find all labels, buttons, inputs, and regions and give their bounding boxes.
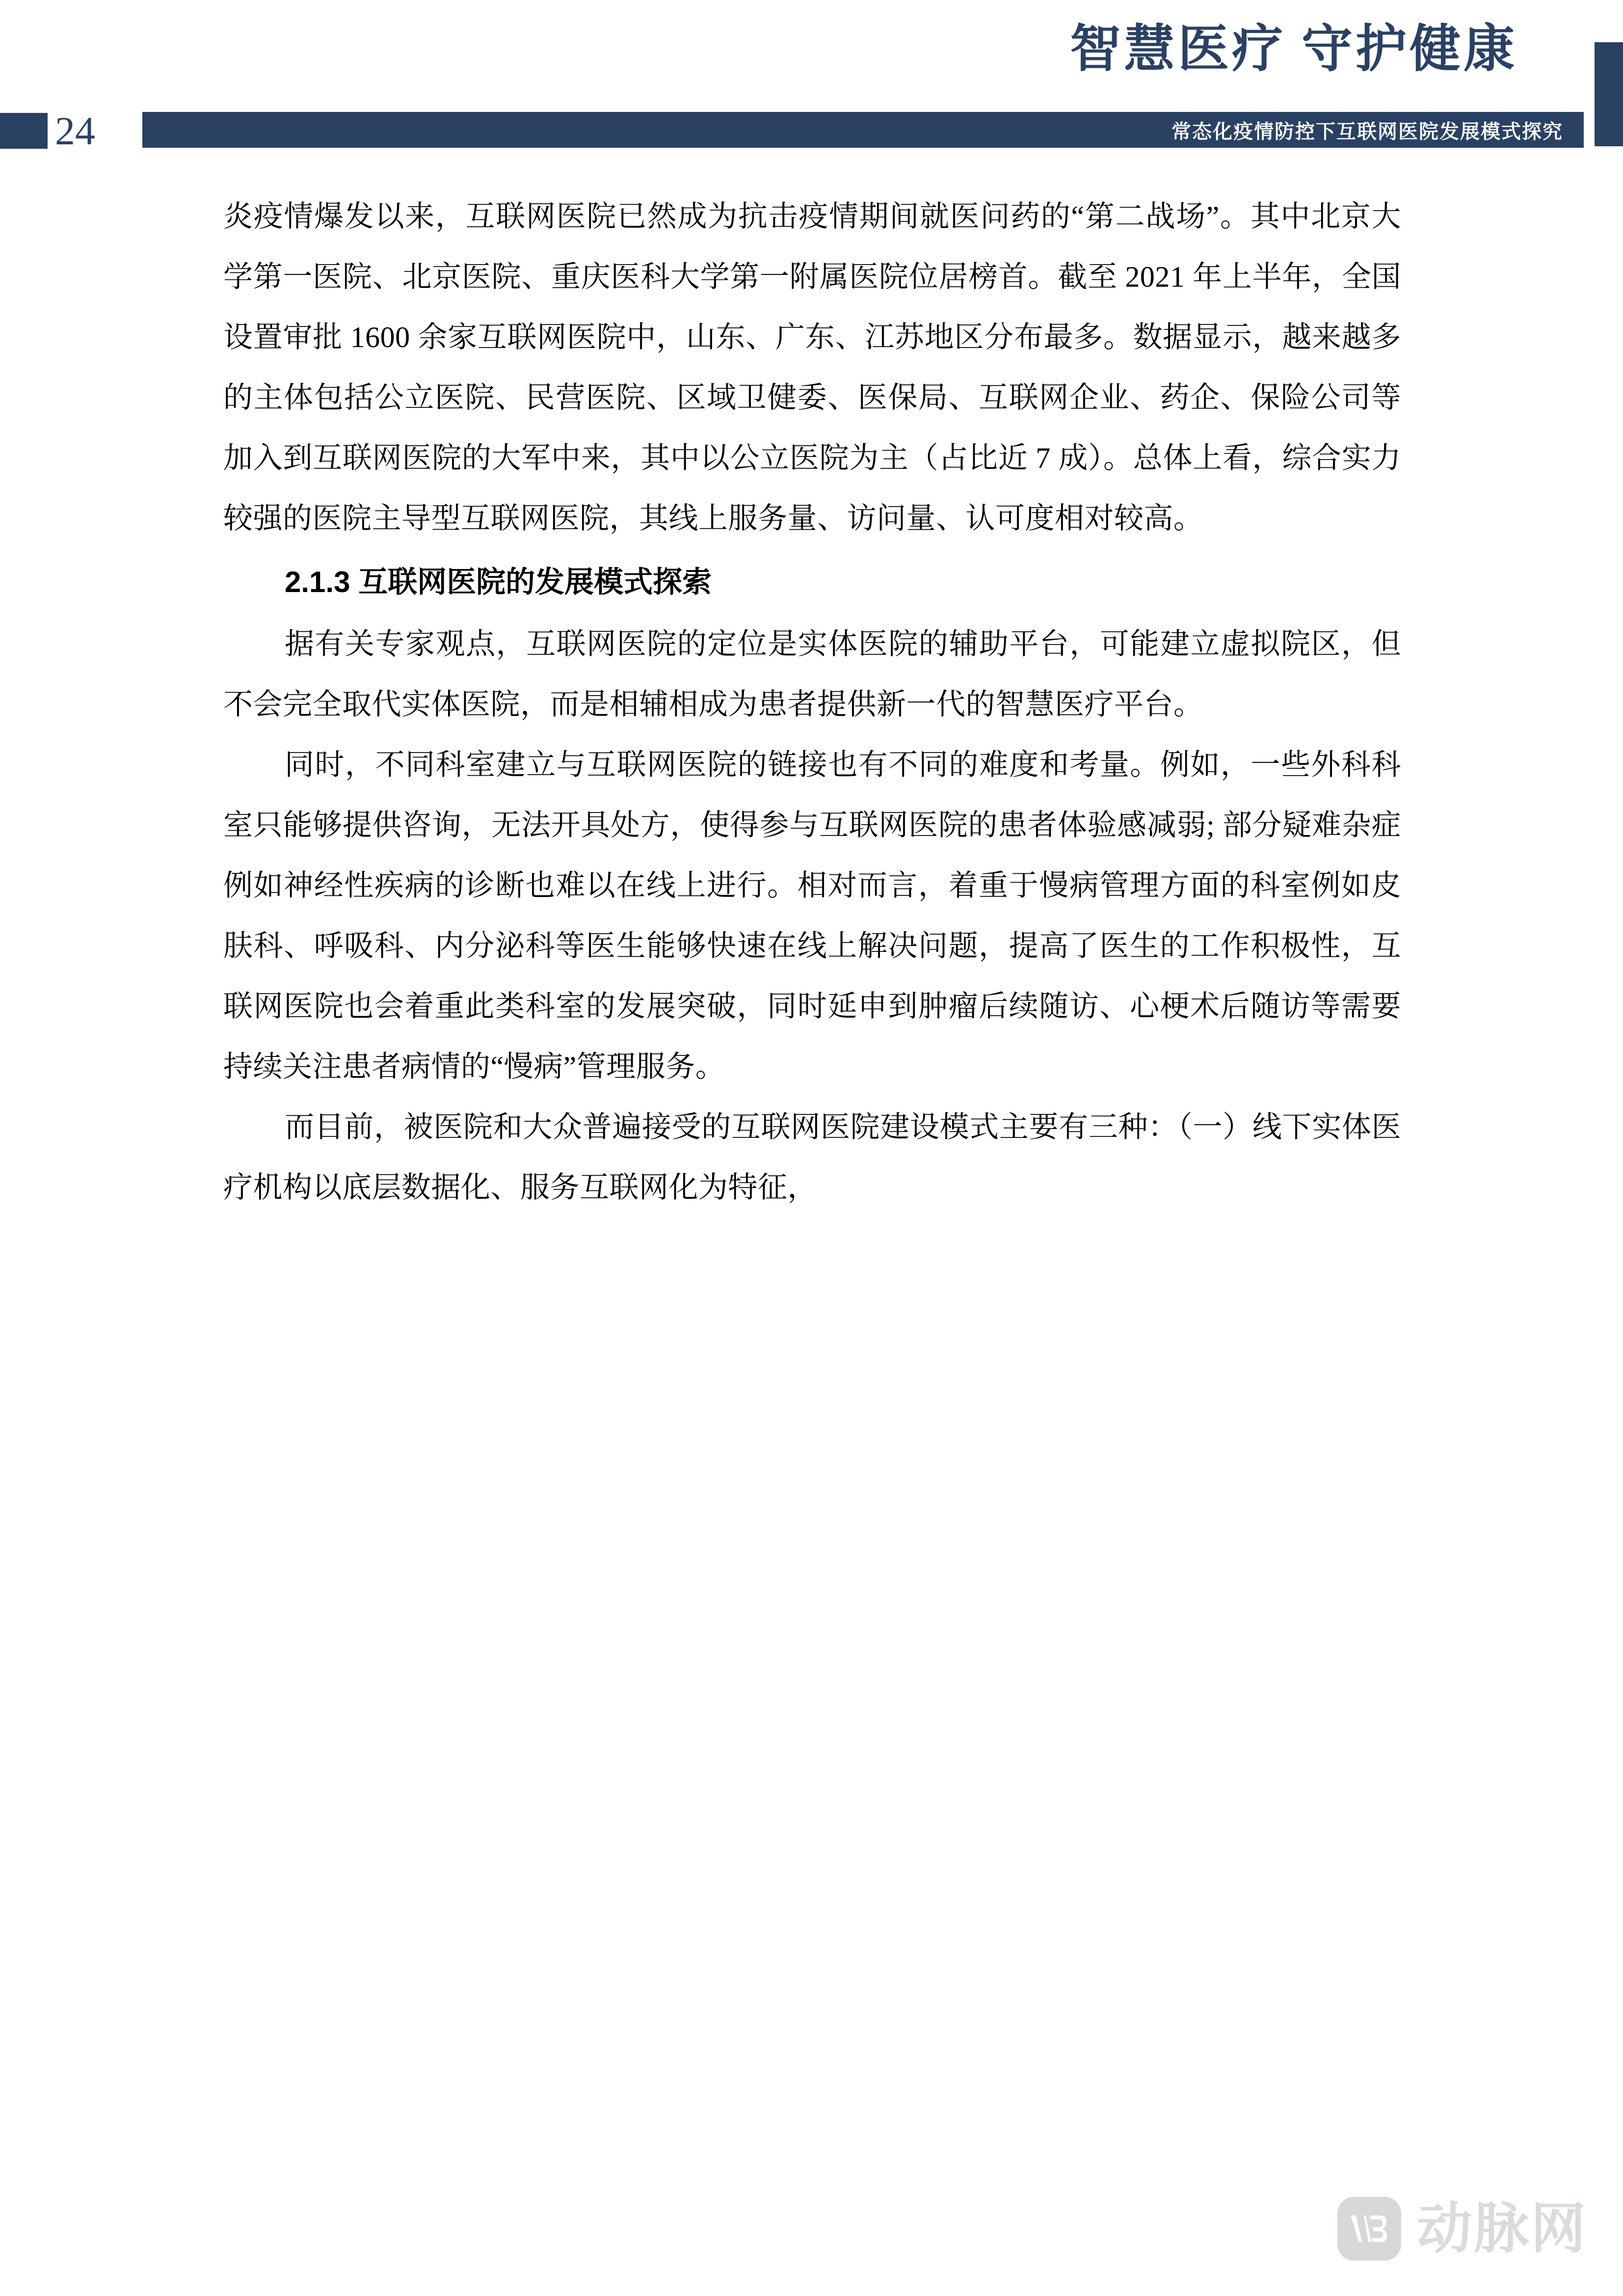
header-subtitle-bar [142,112,1584,148]
body-paragraph-1: 炎疫情爆发以来，互联网医院已然成为抗击疫情期间就医问药的“第二战场”。其中北京大学第一医院、北京医院、重庆医科大学第一附属医院位居榜首。截至 2021 年上半年，全国设置审批 1600 余家互联网医院中，山东、广东、江苏地区分布最多。数据显示，越来越多的主体包括公立医院、民营医院、区域卫健委、医保局、互联网企业、药企、保险公司等加入到互联网医院的大军中来，其中以公立医院为主（占比近 7 成）。总体上看，综合实力较强的医院主导型互联网医院，其线上服务量、访问量、认可度相对较高。 [223,200,1401,535]
body-paragraph-4: 而目前，被医院和大众普遍接受的互联网医院建设模式主要有三种：（一）线下实体医疗机构以底层数据化、服务互联网化为特征， [223,1111,1401,1204]
watermark [1337,2197,1588,2261]
page-header [0,0,1623,162]
watermark-brand-text: 动脉网 [1417,2198,1588,2259]
header-right-accent-bar [1595,42,1623,146]
section-heading-2-1-3: 2.1.3 互联网医院的发展模式探索 [285,566,712,598]
header-subtitle: 常态化疫情防控下互联网医院发展模式探究 [1171,120,1563,142]
page-title: 智慧医疗 守护健康 [1069,21,1517,78]
document-body [223,187,1401,1218]
vb-logo-icon [1337,2197,1401,2261]
body-paragraph-3: 同时，不同科室建立与互联网医院的链接也有不同的难度和考量。例如，一些外科科室只能够提供咨询，无法开具处方，使得参与互联网医院的患者体验感减弱; 部分疑难杂症例如神经性疾病的诊断也难以在线上进行。相对而言，着重于慢病管理方面的科室例如皮肤科、呼吸科、内分泌科等医生能够快速在线上解决问题，提高了医生的工作积极性，互联网医院也会着重此类科室的发展突破，同时延申到肿瘤后续随访、心梗术后随访等需要持续关注患者病情的“慢病”管理服务。 [223,749,1401,1083]
page-number-accent-block [0,113,48,149]
body-paragraph-2: 据有关专家观点，互联网医院的定位是实体医院的辅助平台，可能建立虚拟院区，但不会完全取代实体医院，而是相辅相成为患者提供新一代的智慧医疗平台。 [223,628,1401,721]
page-number: 24 [55,108,95,153]
